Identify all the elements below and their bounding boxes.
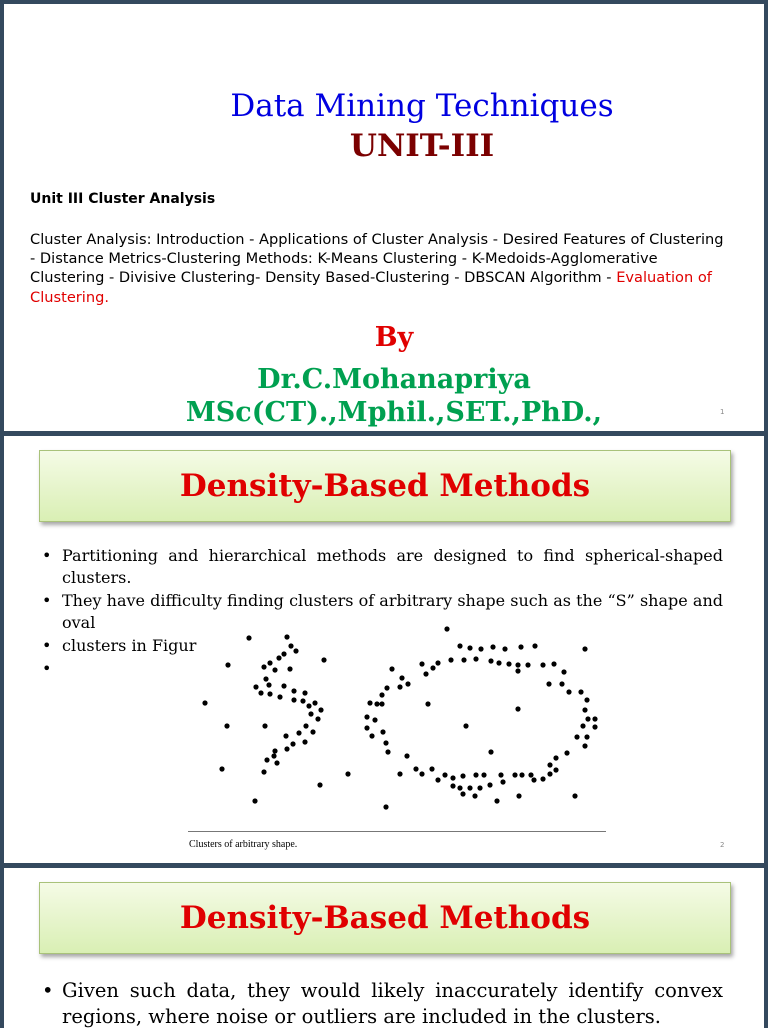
scatter-point (261, 769, 266, 774)
scatter-point (442, 772, 447, 777)
scatter-point (582, 646, 587, 651)
scatter-point (584, 734, 589, 739)
scatter-point (429, 766, 434, 771)
scatter-point (561, 669, 566, 674)
scatter-point (572, 793, 577, 798)
scatter-point (457, 785, 462, 790)
scatter-point (547, 771, 552, 776)
scatter-point (472, 793, 477, 798)
scatter-point (267, 660, 272, 665)
scatter-point (546, 681, 551, 686)
scatter-point (267, 691, 272, 696)
author-qualifications: MSc(CT).,Mphil.,SET.,PhD., (185, 397, 603, 428)
bullet-list (42, 978, 723, 1028)
scatter-point (551, 661, 556, 666)
scatter-point (553, 755, 558, 760)
scatter-point (364, 725, 369, 730)
cluster-scatter-figure (4, 436, 764, 863)
scatter-point (488, 658, 493, 663)
scatter-point (582, 743, 587, 748)
scatter-point (281, 683, 286, 688)
scatter-point (559, 681, 564, 686)
scatter-point (578, 689, 583, 694)
scatter-point (473, 772, 478, 777)
scatter-point (321, 657, 326, 662)
slide-1 (4, 4, 764, 431)
scatter-point (383, 804, 388, 809)
figure-caption: Clusters of arbitrary shape. (189, 839, 298, 850)
scatter-point (219, 766, 224, 771)
scatter-point (460, 773, 465, 778)
scatter-point (202, 700, 207, 705)
scatter-point (419, 661, 424, 666)
scatter-point (291, 697, 296, 702)
bullet-item: • Partitioning and hierarchical methods are designed to find spherical-shaped clusters. (42, 545, 723, 589)
scatter-point (383, 740, 388, 745)
scatter-point (435, 660, 440, 665)
scatter-point (450, 783, 455, 788)
author-name: Dr.C.Mohanapriya (257, 364, 531, 395)
scatter-point (525, 662, 530, 667)
scatter-point (540, 776, 545, 781)
page-number: 2 (720, 841, 725, 849)
slide-3 (4, 868, 764, 1028)
scatter-point (435, 777, 440, 782)
scatter-point (272, 748, 277, 753)
scatter-point (274, 760, 279, 765)
scatter-point (404, 753, 409, 758)
scatter-point (580, 723, 585, 728)
scatter-point (531, 777, 536, 782)
unit-heading: Unit III Cluster Analysis (30, 191, 216, 207)
scatter-point (423, 671, 428, 676)
scatter-point (369, 733, 374, 738)
slide-title: Density-Based Methods (179, 900, 591, 936)
scatter-point (496, 660, 501, 665)
scatter-point (516, 793, 521, 798)
scatter-point (478, 646, 483, 651)
scatter-point (379, 692, 384, 697)
scatter-point (405, 681, 410, 686)
scatter-point (246, 635, 251, 640)
scatter-point (266, 682, 271, 687)
scatter-point (448, 657, 453, 662)
scatter-point (261, 664, 266, 669)
scatter-point (302, 739, 307, 744)
scatter-point (263, 676, 268, 681)
scatter-point (494, 798, 499, 803)
bullet-item: • They have difficulty finding clusters of arbitrary shape such as the “S” shape and oval (42, 590, 723, 634)
scatter-point (318, 707, 323, 712)
scatter-point (592, 724, 597, 729)
scatter-point (302, 690, 307, 695)
page-number: 1 (720, 408, 725, 416)
scatter-point (262, 723, 267, 728)
scatter-point (397, 684, 402, 689)
scatter-point (389, 666, 394, 671)
scatter-point (467, 645, 472, 650)
scatter-point (258, 690, 263, 695)
scatter-point (519, 772, 524, 777)
scatter-point (460, 791, 465, 796)
scatter-point (488, 749, 493, 754)
scatter-point (276, 655, 281, 660)
scatter-point (288, 643, 293, 648)
scatter-point (419, 771, 424, 776)
scatter-point (413, 766, 418, 771)
scatter-point (385, 749, 390, 754)
scatter-point (506, 661, 511, 666)
scatter-point (490, 644, 495, 649)
scatter-point (498, 772, 503, 777)
scatter-point (515, 662, 520, 667)
scatter-point (532, 643, 537, 648)
scatter-point (308, 711, 313, 716)
figure-divider (188, 831, 606, 832)
scatter-point (364, 714, 369, 719)
slide-2 (4, 436, 764, 863)
scatter-point (284, 746, 289, 751)
scatter-point (502, 646, 507, 651)
slide-title: Density-Based Methods (179, 468, 591, 504)
scatter-point (547, 762, 552, 767)
scatter-point (253, 684, 258, 689)
scatter-point (264, 757, 269, 762)
scatter-point (374, 701, 379, 706)
scatter-point (574, 734, 579, 739)
scatter-point (225, 662, 230, 667)
syllabus-highlight: Evaluation of Clustering. (30, 269, 712, 306)
bullet-item: • clusters in Figur (42, 635, 723, 657)
scatter-point (367, 700, 372, 705)
scatter-point (461, 657, 466, 662)
scatter-point (303, 723, 308, 728)
scatter-point (481, 772, 486, 777)
scatter-point (450, 775, 455, 780)
scatter-point (287, 666, 292, 671)
scatter-point (487, 782, 492, 787)
scatter-point (300, 698, 305, 703)
scatter-point (515, 706, 520, 711)
scatter-point (585, 716, 590, 721)
scatter-point (518, 644, 523, 649)
scatter-point (512, 772, 517, 777)
scatter-point (284, 634, 289, 639)
scatter-point (380, 729, 385, 734)
scatter-point (553, 767, 558, 772)
bullet-item: • Given such data, they would likely inaccurately identify convex regions, where noise or outliers are included in the clusters. (42, 978, 723, 1028)
slide-subtitle: UNIT-III (349, 128, 495, 164)
syllabus-body: Cluster Analysis: Introduction - Applications of Cluster Analysis - Desired Features of Clustering - Distance Metrics-Clustering Methods: K-Means Clustering - K-Medoids-Agglomerative Clustering - Divisive Clustering- Density Based-Clustering - DBSCAN Algorithm - (30, 231, 724, 287)
scatter-point (397, 771, 402, 776)
scatter-point (277, 694, 282, 699)
scatter-point (528, 772, 533, 777)
scatter-point (291, 688, 296, 693)
scatter-point (515, 668, 520, 673)
scatter-point (430, 665, 435, 670)
scatter-point (444, 626, 449, 631)
by-label: By (374, 322, 414, 353)
scatter-point (296, 730, 301, 735)
scatter-point (290, 741, 295, 746)
scatter-point (566, 689, 571, 694)
scatter-point (564, 750, 569, 755)
scatter-point (582, 707, 587, 712)
scatter-point (372, 717, 377, 722)
slide-title-box (39, 882, 731, 954)
scatter-point (463, 723, 468, 728)
scatter-point (252, 798, 257, 803)
scatter-point (379, 701, 384, 706)
scatter-point (281, 651, 286, 656)
scatter-point (500, 779, 505, 784)
scatter-point (345, 771, 350, 776)
scatter-point (317, 782, 322, 787)
scatter-point (473, 656, 478, 661)
scatter-point (592, 716, 597, 721)
scatter-point (306, 703, 311, 708)
scatter-point (384, 685, 389, 690)
slide-title: Data Mining Techniques (230, 88, 614, 124)
scatter-point (293, 648, 298, 653)
scatter-point (425, 701, 430, 706)
scatter-point (224, 723, 229, 728)
scatter-point (272, 667, 277, 672)
scatter-point (399, 675, 404, 680)
scatter-point (467, 785, 472, 790)
scatter-point (310, 729, 315, 734)
scatter-point (315, 716, 320, 721)
scatter-point (477, 785, 482, 790)
scatter-point (312, 700, 317, 705)
scatter-point (271, 753, 276, 758)
syllabus-text (30, 230, 730, 307)
scatter-point (283, 733, 288, 738)
scatter-point (457, 643, 462, 648)
scatter-point (540, 662, 545, 667)
scatter-point (584, 697, 589, 702)
